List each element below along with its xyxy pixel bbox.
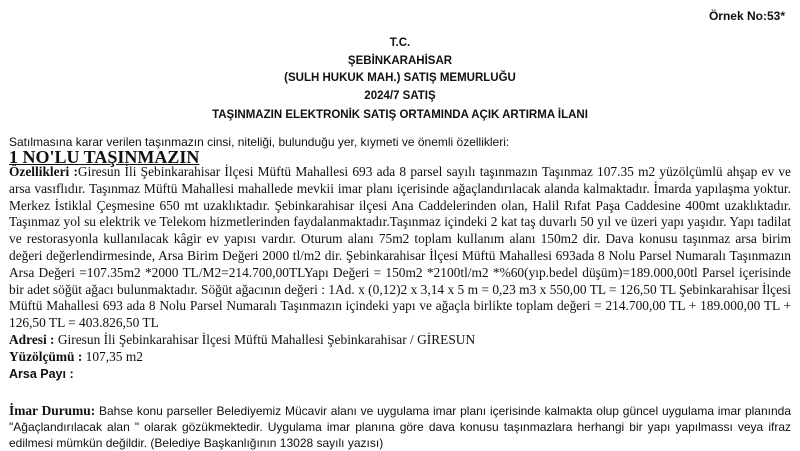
address-value: Giresun İli Şebinkarahisar İlçesi Müftü Mahallesi Şebinkarahisar / GİRESUN: [57, 331, 476, 347]
area-value: 107,35 m2: [85, 348, 143, 364]
header-line-tc: T.C.: [389, 37, 411, 49]
parcel-title: 1 NO'LU TAŞINMAZIN: [9, 147, 200, 167]
zoning-label: İmar Durumu:: [9, 403, 96, 418]
zoning-text: Bahse konu parseller Belediyemiz Mücavir alanı ve uygulama imar planı içerisinde kalmakta olup güncel uygulama imar planında "Ağaçlandırılacak alan " olarak gözükmektedir. Uygulama imar planına göre dava konusu taşınmazlara herhangi bir yapı yapılmassı veya ifraz edilmesi mümkün değildir. (Belediye Başkanlığının 13028 sayılı yazısı): [9, 404, 791, 450]
area-row: [9, 349, 791, 366]
properties-paragraph: [9, 164, 791, 332]
area-label: Yüzölçümü :: [9, 348, 83, 364]
header-line-office: (SULH HUKUK MAH.) SATIŞ MEMURLUĞU: [284, 72, 516, 84]
issuer-header: [0, 35, 800, 105]
land-share-row: [9, 366, 791, 383]
properties-label: Özellikleri :: [9, 164, 78, 179]
header-line-city: ŞEBİNKARAHİSAR: [347, 54, 453, 67]
address-row: [9, 332, 791, 349]
properties-text: Giresun İli Şebinkarahisar İlçesi Müftü Mahallesi 693 ada 8 parsel sayılı taşınmazın Taşınmaz 107.35 m2 yüzölçümlü ahşap ev ve arsa vasıflıdır. Taşınmaz Müftü Mahallesi mahallede mevkii imar planı içerisinde ağaçlandırılacak alanda kalmaktadır. İmarda yapılaşma yoktur. Merkez İstiklal Çeşmesine 650 mt uzaklıktadır. Şebinkarahisar ilçesi Ana Caddelerinden olan, Halil Rıfat Paşa Caddesine 400mt uzaklıktadır. Taşınmaz yol su elektrik ve Telekom hizmetlerinden faydalanmaktadır.Taşınmaz içindeki 2 kat taş duvarlı 50 yıl ve üzeri yapı yaşıdır. Yapı tadilat ve restorasyonla kullanılacak kâgir ev yapısı vardır. Oturum alanı 75m2 toplam kullanım alanı 150m2 dir. Dava konusu taşınmaz arsa birim değeri değerlendirmesinde, Arsa Birim Değeri 2000 tl/m2 dir. Şebinkarahisar İlçesi Müftü Mahallesi 693ada 8 Nolu Parsel Numaralı Taşınmazın Arsa Değeri =107.35m2 *2000 TL/M2=214.700,00TLYapı Değeri = 150m2 *2100tl/m2 *%60(yıp.bedel düşüm)=189.000,00tl Parsel içerisinde bir adet söğüt ağacı bulunmaktadır. Söğüt ağacının değeri : 1Ad. x (0,12)2 x 3,14 x 5 m = 0,23 m3 x 550,00 TL = 126,50 TL Şebinkarahisar İlçesi Müftü Mahallesi 693 ada 8 Nolu Parsel Numaralı Taşınmazın içindeki yapı ve ağaçla birlikte toplam değeri = 214.700,00 TL + 189.000,00 TL + 126,50 TL = 403.826,50 TL: [9, 164, 792, 331]
land-share-label: Arsa Payı :: [9, 366, 74, 381]
sample-number: Örnek No:53*: [708, 9, 785, 23]
zoning-paragraph: [9, 403, 791, 451]
announcement-title: TAŞINMAZIN ELEKTRONİK SATIŞ ORTAMINDA AÇIK ARTIRMA İLANI: [212, 109, 588, 121]
header-line-case: 2024/7 SATIŞ: [364, 89, 436, 102]
intro-text: Satılmasına karar verilen taşınmazın cinsi, niteliği, bulunduğu yer, kıymeti ve önemli özellikleri:: [9, 135, 510, 149]
address-label: Adresi :: [9, 331, 55, 347]
property-details: [9, 164, 791, 382]
